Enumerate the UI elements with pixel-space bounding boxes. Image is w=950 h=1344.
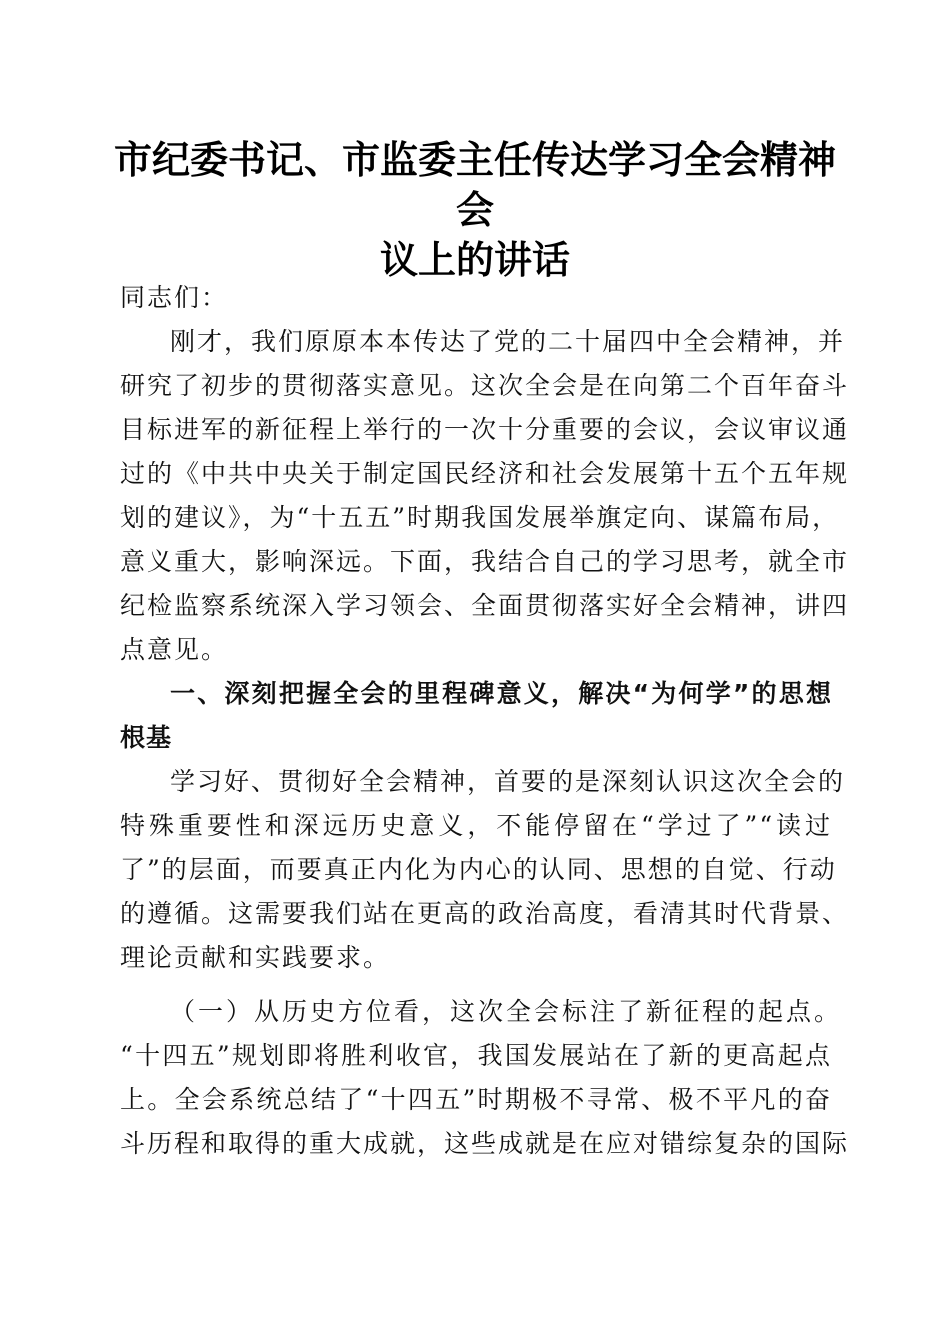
- salutation: 同志们：: [120, 283, 229, 312]
- section-heading-1-cont: 根基: [120, 723, 173, 752]
- body-line: 理论贡献和实践要求。: [120, 943, 391, 972]
- title-line-1: 市纪委书记、市监委主任传达学习全会精神会: [113, 137, 836, 232]
- subsection-heading: （一）从历史方位看，这次全会标注了新征程的起点。: [170, 997, 843, 1026]
- body-line: 点意见。: [120, 635, 229, 664]
- body-line: 斗历程和取得的重大成就，这些成就是在应对错综复杂的国际: [120, 1129, 850, 1158]
- body-line: 目标进军的新征程上举行的一次十分重要的会议，会议审议通: [120, 415, 850, 444]
- body-line: “十四五”规划即将胜利收官，我国发展站在了新的更高起点: [120, 1041, 832, 1070]
- body-line: 上。全会系统总结了“十四五”时期极不寻常、极不平凡的奋: [120, 1085, 832, 1114]
- body-line: 意义重大，影响深远。下面，我结合自己的学习思考，就全市: [120, 547, 850, 576]
- body-line: 纪检监察系统深入学习领会、全面贯彻落实好全会精神，讲四: [120, 591, 850, 620]
- body-line: 了”的层面，而要真正内化为内心的认同、思想的自觉、行动: [120, 855, 837, 884]
- title-line-2: 议上的讲话: [379, 237, 570, 282]
- body-line: 特殊重要性和深远历史意义，不能停留在“学过了”“读过: [120, 811, 832, 840]
- body-line: 划的建议》，为“十五五”时期我国发展举旗定向、谋篇布局，: [120, 503, 840, 532]
- document-title: [100, 135, 850, 285]
- body-line: 过的《中共中央关于制定国民经济和社会发展第十五个五年规: [120, 459, 850, 488]
- body-line: 的遵循。这需要我们站在更高的政治高度，看清其时代背景、: [120, 899, 850, 928]
- section-heading-1: 一、深刻把握全会的里程碑意义，解决“为何学”的思想: [170, 679, 832, 708]
- body-line: 学习好、贯彻好全会精神，首要的是深刻认识这次全会的: [170, 767, 846, 796]
- body-line: 刚才，我们原原本本传达了党的二十届四中全会精神，并: [170, 327, 846, 356]
- body-line: 研究了初步的贯彻落实意见。这次全会是在向第二个百年奋斗: [120, 371, 850, 400]
